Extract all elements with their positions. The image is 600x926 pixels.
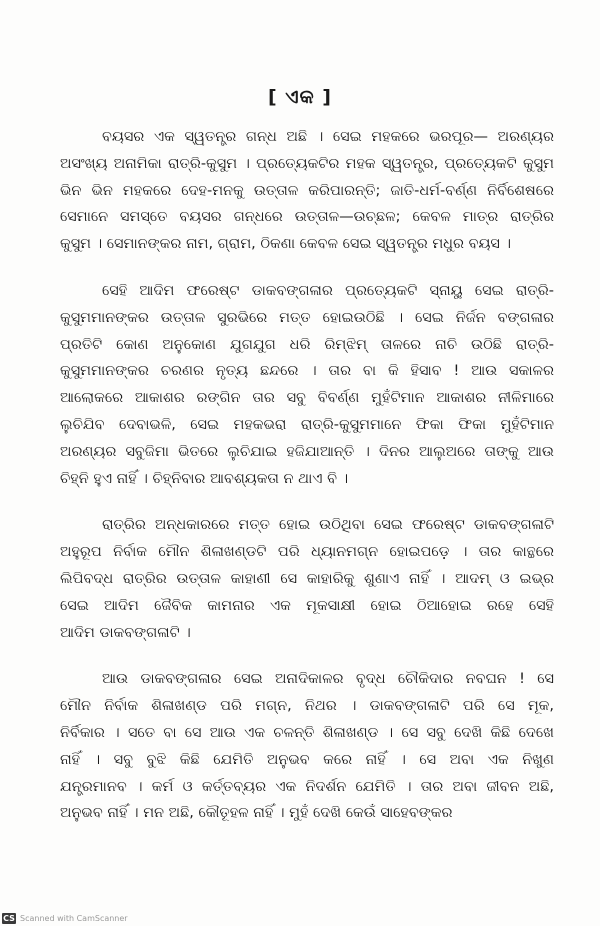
paragraph (60, 278, 554, 492)
text-line: ଲୁଚିଯିବ ଦେବାଭଳି, ସେଇ ମହକଭରା ରାତ୍ରି-କୁସୁମମାନେ ଫିକା ଫିକା ମୁହଁଟିମାନ (60, 416, 554, 433)
paragraph (60, 124, 554, 258)
text-line: ଅରଣ୍ୟର ସବୁଜିମା ଭିତରେ ଲୁଚିଯାଇ ହଜିଯାଆନ୍ତି । ଦିନର ଆଲୁଅରେ ତାଙ୍କୁ ଆଉ (60, 443, 554, 460)
text-line: ଅନୁଭବ ନାହିଁ । ମନ ଅଛି, କୌତୂହଳ ନାହିଁ । ମୁହଁ ଦେଖି କେଉଁ ସାହେବଙ୍କର (60, 805, 453, 822)
text-line: କୁସୁମମାନଙ୍କର ଉତ୍ତାଳ ସୁରଭିରେ ମତ୍ତ ହୋଇଉଠିଛି । ସେଇ ନିର୍ଜନ ବଙ୍ଗଳାର (60, 309, 554, 326)
text-line: ଅସଂଖ୍ୟ ଅନାମିକା ରାତ୍ରି-କୁସୁମ । ପ୍ରତ୍ୟେକଟିର ମହକ ସ୍ୱତନ୍ତ୍ର, ପ୍ରତ୍ୟେକଟି କୁସୁମ (60, 155, 554, 172)
text-line: ମୌନ ନିର୍ବାକ ଶିଳାଖଣ୍ଡ ପରି ମଗ୍ନ, ନିଥର । ଡାକବଙ୍ଗଳାଟି ପରି ସେ ମୂକ, (60, 698, 554, 715)
text-line: ପ୍ରତିଟି କୋଣ ଅନୁକୋଣ ଯୁଗଯୁଗ ଧରି ରିମ୍‌ଝିମ୍ ତାଳରେ ନାଚି ଉଠିଛି ରାତ୍ରି- (60, 336, 554, 353)
text-line: ଅହୁରୂପ ନିର୍ବାକ ମୌନ ଶିଳାଖଣ୍ଡଟି ପରି ଧ୍ୟାନମଗ୍ନ ହୋଇପଡ଼େ । ତାର କାନ୍ଥରେ (60, 544, 554, 561)
text-line: ନାହିଁ । ସବୁ ବୁଝି କିଛି ଯେମିତି ଅନୁଭବ କରେ ନାହିଁ । ସେ ଅବା ଏକ ନିଖୁଣ (60, 751, 554, 768)
text-line: ସେମାନେ ସମସ୍ତେ ବୟସର ଗନ୍ଧରେ ଉତ୍ତାଳ—ଉଚ୍ଛଳ; କେବଳ ମାତ୍ର ରାତ୍ରିର (60, 209, 554, 226)
text-line: ଲିପିବଦ୍ଧ ରାତ୍ରିର ଉତ୍ତାଳ କାହାଣୀ ସେ କାହାରିକୁ ଶୁଣାଏ ନାହିଁ । ଆଦମ୍ ଓ ଇଭ୍‌ର (60, 570, 554, 587)
body-text (60, 124, 554, 847)
text-line: ଯନ୍ତ୍ରମାନବ । କର୍ମ ଓ କର୍ତ୍ତବ୍ୟର ଏକ ନିଦର୍ଶନ ଯେମିତି । ତାର ଅବା ଜୀବନ ଅଛି, (60, 778, 554, 795)
paragraph (60, 666, 554, 827)
text-line: ଭିନ ଭିନ ମହକରେ ଦେହ-ମନକୁ ଉତ୍ତାଳ କରିପାରନ୍ତି; ଜାତି-ଧର୍ମ-ବର୍ଣ୍ଣ ନିର୍ବିଶେଷରେ (60, 182, 554, 199)
camscanner-logo-icon: CS (3, 914, 15, 923)
text-line: ସେଇ ଆଦିମ ଜୈବିକ କାମନାର ଏକ ମୂକସାକ୍ଷୀ ହୋଇ ଠିଆହୋଇ ରହେ ସେହି (60, 597, 554, 614)
text-line: ଆଲୋକରେ ଆକାଶର ରଙ୍ଗିନ ତାର ସବୁ ବିବର୍ଣ୍ଣ ମୁହଁଟିମାନ ଆକାଶର ନୀଳିମାରେ (60, 390, 554, 407)
text-line: ବୟସର ଏକ ସ୍ୱତନ୍ତ୍ର ଗନ୍ଧ ଅଛି । ସେଇ ମହକରେ ଭରପୂର— ଅରଣ୍ୟର (102, 129, 554, 145)
chapter-heading: [ ଏକ ] (268, 86, 332, 108)
text-line: ଆଦିମ ଡାକବଙ୍ଗଳାଟି । (60, 624, 191, 641)
text-line: ନିର୍ବିକାର । ସତେ ବା ସେ ଆଉ ଏକ ଚଳନ୍ତି ଶିଳାଖଣ୍ଡ । ସେ ସବୁ ଦେଖି କିଛି ଦେଖେ (60, 724, 554, 741)
text-line: କୁସୁମମାନଙ୍କର ଚରଣର ନୃତ୍ୟ ଛନ୍ଦରେ । ତାର ବା କି ହିସାବ ! ଆଉ ସକାଳର (60, 363, 554, 380)
scanner-watermark-text: Scanned with CamScanner (20, 914, 128, 923)
text-line: କୁସୁମ । ସେମାନଙ୍କର ନାମ, ଗ୍ରାମ, ଠିକଣା କେବଳ ସେଇ ସ୍ୱତନ୍ତ୍ର ମଧୁର ବୟସ । (60, 236, 512, 253)
text-line: ସେହି ଆଦିମ ଫରେଷ୍ଟ ଡାକବଙ୍ଗଳାର ପ୍ରତ୍ୟେକଟି ସ୍ନାୟୁ ସେଇ ରାତ୍ରି- (102, 282, 554, 299)
text-line: ଆଉ ଡାକବଙ୍ଗଳାର ସେଇ ଅନାଦିକାଳର ବୃଦ୍ଧ ଚୌକିଦାର ନବଘନ ! ସେ (102, 671, 554, 688)
text-line: ରାତ୍ରିର ଅନ୍ଧକାରରେ ମତ୍ତ ହୋଇ ଉଠିଥିବା ସେଇ ଫରେଷ୍ଟ ଡାକବଙ୍ଗଳାଟି (102, 517, 554, 534)
text-line: ଚିହ୍ନି ହୁଏ ନାହିଁ । ଚିହ୍ନିବାର ଆବଶ୍ୟକତା ନ ଥାଏ ବି । (60, 470, 349, 487)
scanner-watermark (2, 913, 128, 924)
paragraph (60, 512, 554, 646)
